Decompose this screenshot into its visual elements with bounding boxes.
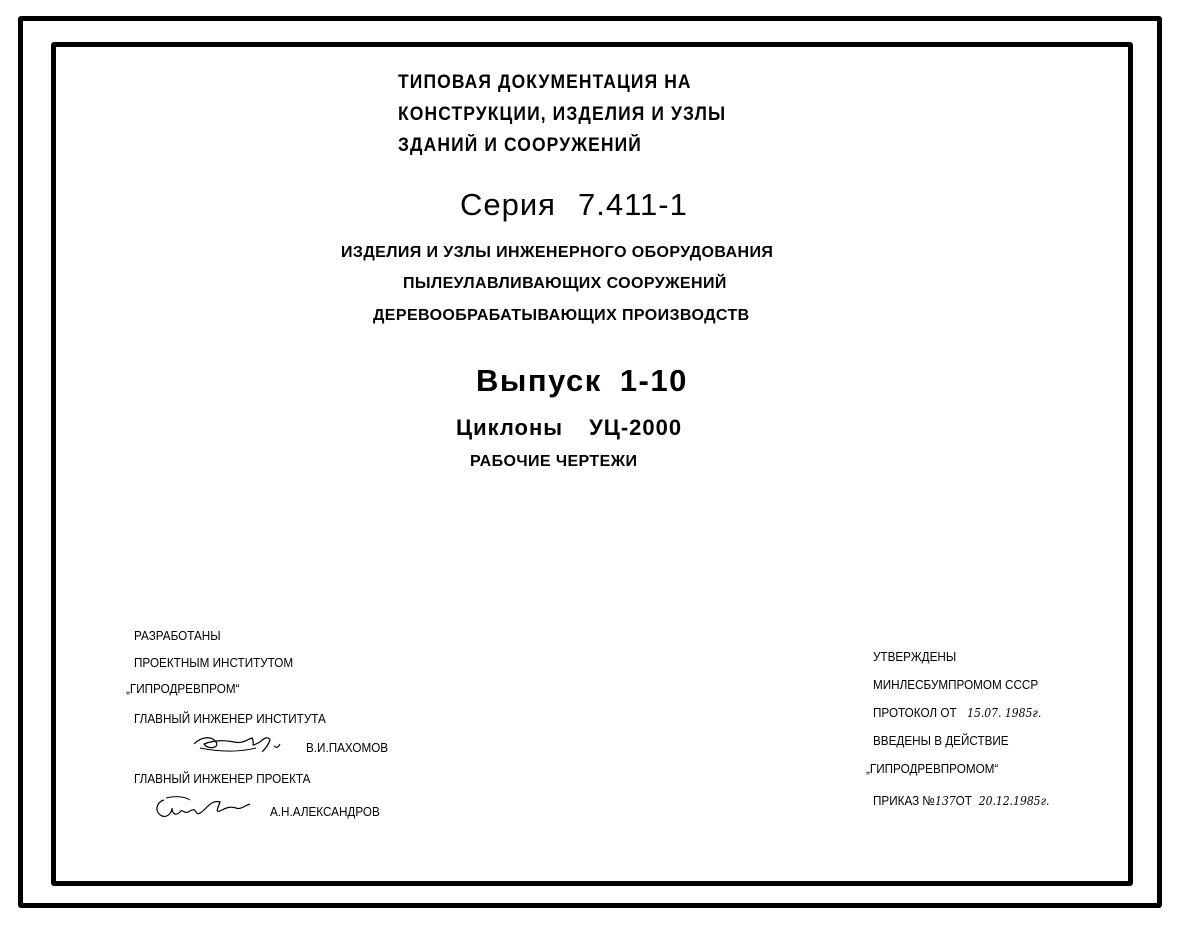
developed-line-3: „ГИПРОДРЕВПРОМ“ — [126, 681, 240, 696]
protocol-year-suffix: г. — [1032, 706, 1042, 720]
approved-line-5: „ГИПРОДРЕВПРОМОМ“ — [866, 761, 999, 776]
product-name: Циклоны — [456, 415, 564, 440]
protocol-prefix: ПРОТОКОЛ ОТ — [873, 705, 957, 720]
approved-line-2: МИНЛЕСБУМПРОМОМ СССР — [873, 677, 1039, 692]
series-number: 7.411-1 — [577, 187, 688, 222]
order-line — [873, 793, 1049, 808]
header-line-1: ТИПОВАЯ ДОКУМЕНТАЦИЯ НА — [398, 72, 692, 93]
approved-line-4: ВВЕДЕНЫ В ДЕЙСТВИЕ — [873, 733, 1009, 748]
chief-engineer-signature — [190, 730, 290, 756]
order-prefix: ПРИКАЗ № — [873, 793, 935, 808]
protocol-line — [873, 705, 1041, 720]
series-label: Серия — [460, 187, 556, 222]
issue-title — [476, 363, 688, 399]
protocol-date: 15.07. 1985 — [967, 706, 1033, 720]
order-number: 137 — [934, 794, 956, 808]
order-date: 20.12.1985 — [978, 794, 1041, 808]
header-line-3: ЗДАНИЙ И СООРУЖЕНИЙ — [398, 135, 642, 156]
order-year-suffix: г. — [1040, 794, 1050, 808]
header-line-2: КОНСТРУКЦИИ, ИЗДЕЛИЯ И УЗЛЫ — [398, 104, 727, 125]
project-engineer-title: ГЛАВНЫЙ ИНЖЕНЕР ПРОЕКТА — [134, 771, 311, 786]
drawings-label: РАБОЧИЕ ЧЕРТЕЖИ — [470, 453, 638, 470]
subject-line-3: ДЕРЕВООБРАБАТЫВАЮЩИХ ПРОИЗВОДСТВ — [373, 307, 750, 324]
series-title — [460, 187, 688, 223]
subject-line-2: ПЫЛЕУЛАВЛИВАЮЩИХ СООРУЖЕНИЙ — [403, 275, 727, 292]
product-title — [456, 415, 682, 441]
product-code: УЦ-2000 — [589, 415, 683, 440]
issue-label: Выпуск — [476, 363, 602, 398]
subject-line-1: ИЗДЕЛИЯ И УЗЛЫ ИНЖЕНЕРНОГО ОБОРУДОВАНИЯ — [341, 244, 774, 261]
issue-number: 1-10 — [619, 363, 688, 398]
developed-line-2: ПРОЕКТНЫМ ИНСТИТУТОМ — [134, 655, 294, 670]
chief-engineer-title: ГЛАВНЫЙ ИНЖЕНЕР ИНСТИТУТА — [134, 711, 326, 726]
order-from: ОТ — [955, 793, 972, 808]
approved-line-1: УТВЕРЖДЕНЫ — [873, 649, 957, 664]
project-engineer-signature — [150, 792, 258, 822]
chief-engineer-name: В.И.ПАХОМОВ — [306, 740, 389, 755]
developed-line-1: РАЗРАБОТАНЫ — [134, 628, 221, 643]
project-engineer-name: А.Н.АЛЕКСАНДРОВ — [270, 804, 380, 819]
